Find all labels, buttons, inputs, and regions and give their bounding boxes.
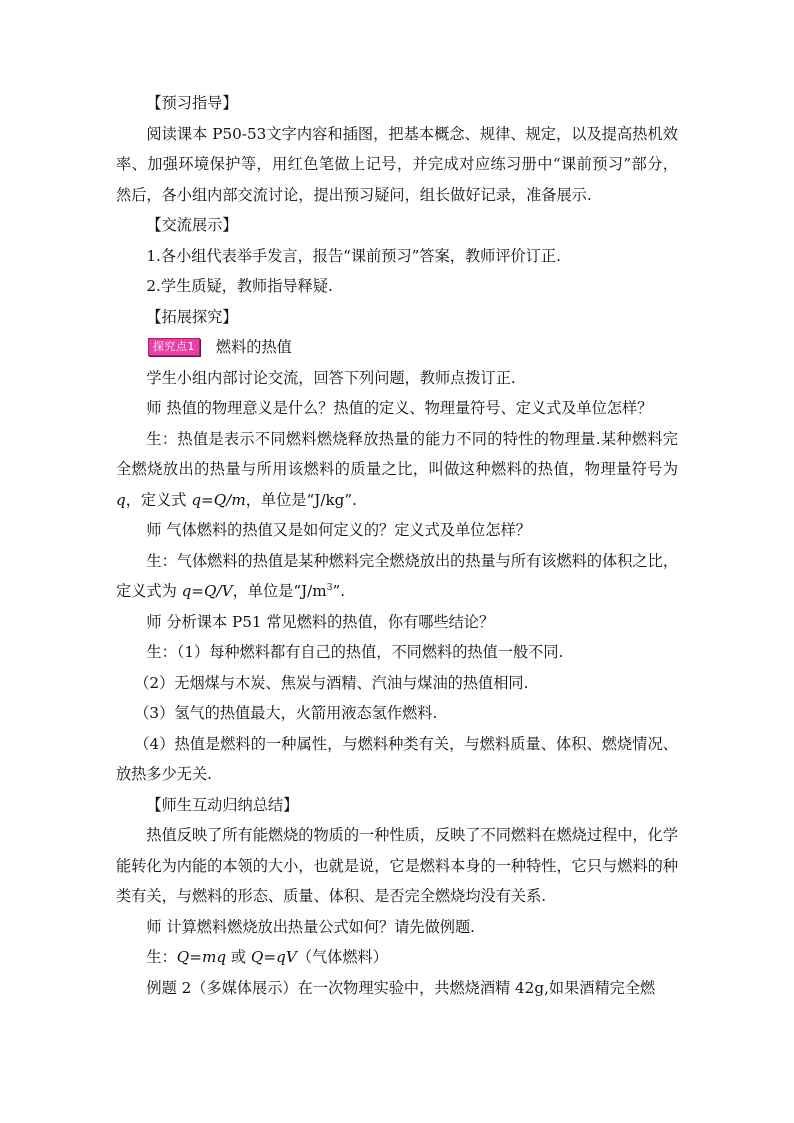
- conclusion-item-1: 生：（1）每种燃料都有自己的热值，不同燃料的热值一般不同.: [146, 643, 564, 661]
- conclusion-item-4: （4）热值是燃料的一种属性，与燃料种类有关，与燃料质量、体积、燃烧情况、放热多少无关.: [116, 734, 678, 783]
- student-answer-4: 生：Q=mq 或 Q=qV（气体燃料）: [146, 948, 388, 966]
- teacher-question-3: 师 分析课本 P51 常见燃料的热值，你有哪些结论？: [146, 612, 495, 631]
- formula-q-volume: q=Q/V: [181, 582, 233, 600]
- explore-intro: 学生小组内部讨论交流，回答下列问题，教师点拨订正.: [146, 368, 516, 387]
- section-heading-preview: 【预习指导】: [146, 94, 238, 112]
- section-heading-explore: 【拓展探究】: [146, 307, 238, 326]
- explore-point-header: [116, 332, 678, 363]
- section-heading-summary: 【师生互动归纳总结】: [146, 795, 299, 814]
- formula-q-qv: Q=qV: [250, 948, 297, 966]
- example-2: 例题 2（多媒体展示）在一次物理实验中，共燃烧酒精 42g,如果酒精完全燃: [146, 978, 656, 997]
- explore-point-topic: 燃料的热值: [215, 338, 292, 356]
- conclusion-item-2: （2）无烟煤与木炭、焦炭与酒精、汽油与煤油的热值相同.: [134, 673, 529, 692]
- formula-q-mass: q=Q/m: [191, 490, 246, 509]
- student-answer-2: 生：气体燃料的热值是某种燃料完全燃烧放出的热量与所有该燃料的体积之比，定义式为 q=Q/V，单位是“$J/m^3$”.: [116, 551, 678, 600]
- formula-q-mq: Q=mq: [176, 948, 227, 966]
- teacher-question-4: 师 计算燃料燃烧放出热量公式如何？请先做例题.: [146, 917, 475, 936]
- exchange-item-1: 1.各小组代表举手发言，报告“课前预习”答案，教师评价订正.: [146, 246, 561, 265]
- teacher-question-2: 师 气体燃料的热值又是如何定义的？定义式及单位怎样？: [146, 521, 531, 539]
- document-body: [116, 88, 678, 1003]
- summary-paragraph: 热值反映了所有能燃烧的物质的一种性质，反映了不同燃料在燃烧过程中，化学能转化为内能的本领的大小，也就是说，它是燃料本身的一种特性，它只与燃料的种类有关，与燃料的形态、质量、体积、是否完全燃烧均没有关系.: [116, 826, 678, 905]
- exchange-item-2: 2.学生质疑，教师指导释疑.: [146, 277, 333, 295]
- teacher-question-1: 师 热值的物理意义是什么？热值的定义、物理量符号、定义式及单位怎样？: [146, 399, 653, 417]
- preview-paragraph: 阅读课本 P50-53文字内容和插图，把基本概念、规律、规定，以及提高热机效率、加强环境保护等，用红色笔做上记号，并完成对应练习册中“课前预习”部分，然后，各小组内部交流讨论，提出预习疑问，组长做好记录，准备展示.: [116, 124, 678, 204]
- explore-point-badge: 探究点1: [148, 338, 200, 356]
- conclusion-item-3: （3）氢气的热值最大，火箭用液态氢作燃料.: [134, 704, 438, 722]
- student-answer-1: 生：热值是表示不同燃料燃烧释放热量的能力不同的特性的物理量.某种燃料完全燃烧放出的热量与所用该燃料的质量之比，叫做这种燃料的热值，物理量符号为 q，定义式 q=Q/m，单位是“J/kg”.: [116, 429, 678, 509]
- section-heading-exchange: 【交流展示】: [146, 216, 238, 234]
- symbol-q: q: [116, 490, 126, 509]
